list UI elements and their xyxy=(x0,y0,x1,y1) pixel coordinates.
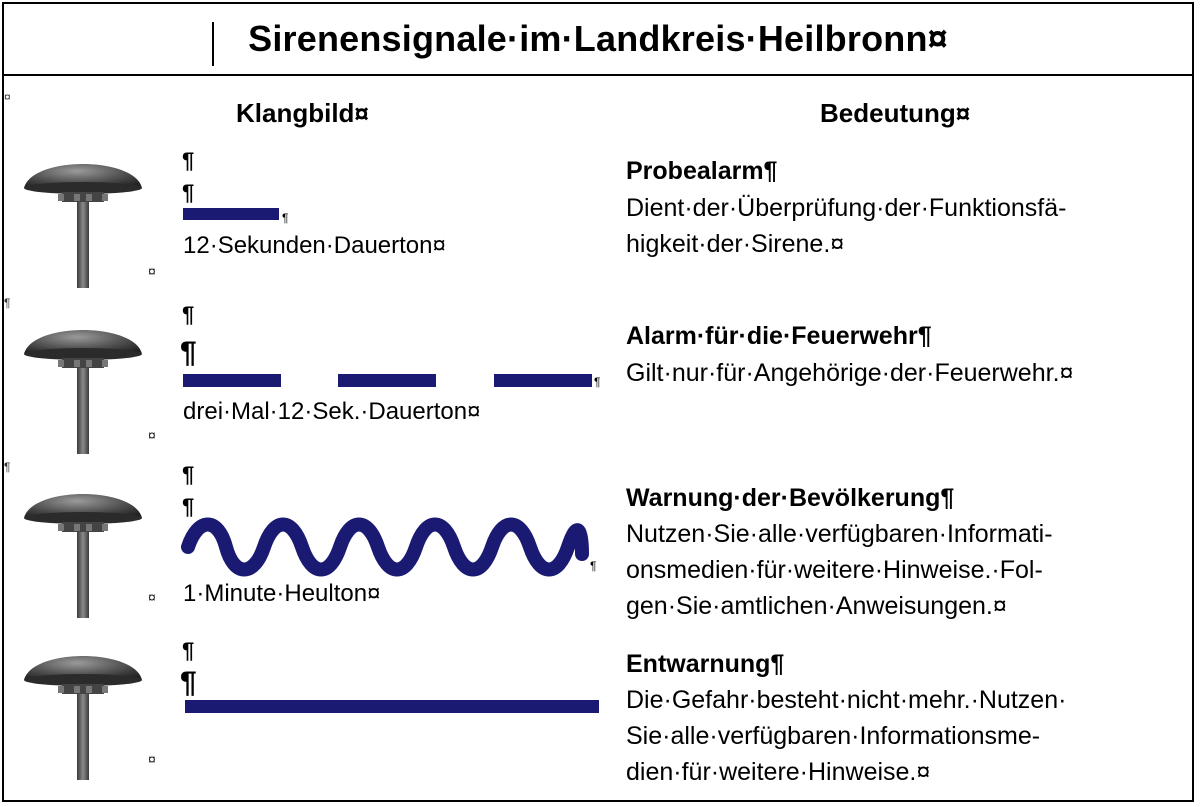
pilcrow-mark: ¶ xyxy=(4,296,11,310)
pilcrow-mark: ¶ xyxy=(182,302,195,327)
meaning-line: Die·Gefahr·besteht·nicht·mehr.·Nutzen· xyxy=(626,686,1067,714)
column-header-sound: Klangbild¤ xyxy=(236,98,369,128)
cell-end-mark: ¤ xyxy=(148,263,156,279)
pilcrow-mark: ¶ xyxy=(180,336,197,369)
tone-bar-1 xyxy=(183,374,281,387)
meaning-title: Entwarnung¶ xyxy=(626,650,785,678)
meaning-line: Gilt·nur·für·Angehörige·der·Feuerwehr.¤ xyxy=(626,359,1074,387)
meaning-line: higkeit·der·Sirene.¤ xyxy=(626,230,845,258)
pilcrow-mark: ¶ xyxy=(182,494,195,519)
meaning-line: gen·Sie·amtlichen·Anweisungen.¤ xyxy=(626,592,1007,620)
meaning-text xyxy=(626,355,1186,391)
siren-icon xyxy=(18,148,148,288)
pilcrow-mark: ¶ xyxy=(182,638,195,663)
meaning-text xyxy=(626,190,1186,262)
long-tone-bar xyxy=(183,208,279,220)
siren-icon xyxy=(18,314,148,454)
pilcrow-mark: ¶ xyxy=(594,375,601,389)
pilcrow-mark: ¶ xyxy=(590,559,597,573)
meaning-line: Nutzen·Sie·alle·verfügbaren·Informati- xyxy=(626,520,1053,548)
title-cell xyxy=(4,4,1192,76)
howling-tone-wave xyxy=(178,512,598,582)
tone-bar-3 xyxy=(494,374,592,387)
cell-end-mark: ¤ xyxy=(4,90,11,104)
meaning-line: dien·für·weitere·Hinweise.¤ xyxy=(626,758,931,786)
siren-icon xyxy=(18,640,148,780)
signal-label: 1·Minute·Heulton¤ xyxy=(183,580,381,607)
column-header-meaning: Bedeutung¤ xyxy=(820,98,971,128)
cell-end-mark: ¤ xyxy=(148,589,156,605)
meaning-line: Dient·der·Überprüfung·der·Funktionsfä- xyxy=(626,194,1067,222)
pilcrow-mark: ¶ xyxy=(282,211,289,225)
meaning-text xyxy=(626,682,1186,790)
signal-label: 12·Sekunden·Dauerton¤ xyxy=(183,232,446,259)
pilcrow-mark: ¶ xyxy=(180,666,197,699)
meaning-title: Alarm·für·die·Feuerwehr¶ xyxy=(626,322,932,350)
page-title: Sirenensignale·im·Landkreis·Heilbronn¤ xyxy=(248,18,948,59)
all-clear-tone-bar xyxy=(185,700,599,713)
pilcrow-mark: ¶ xyxy=(182,148,195,173)
meaning-line: Sie·alle·verfügbaren·Informationsme- xyxy=(626,722,1041,750)
siren-icon xyxy=(18,478,148,618)
meaning-line: onsmedien·für·weitere·Hinweise.·Fol- xyxy=(626,556,1043,584)
meaning-title: Warnung·der·Bevölkerung¶ xyxy=(626,484,955,512)
meaning-text xyxy=(626,516,1186,624)
meaning-title: Probealarm¶ xyxy=(626,157,778,185)
signal-label: drei·Mal·12·Sek.·Dauerton¤ xyxy=(183,398,481,425)
tone-bar-2 xyxy=(338,374,436,387)
pilcrow-mark: ¶ xyxy=(182,462,195,487)
cell-end-mark: ¤ xyxy=(148,427,156,443)
pilcrow-mark: ¶ xyxy=(182,180,195,205)
cell-end-mark: ¤ xyxy=(148,751,156,767)
pilcrow-mark: ¶ xyxy=(4,460,11,474)
